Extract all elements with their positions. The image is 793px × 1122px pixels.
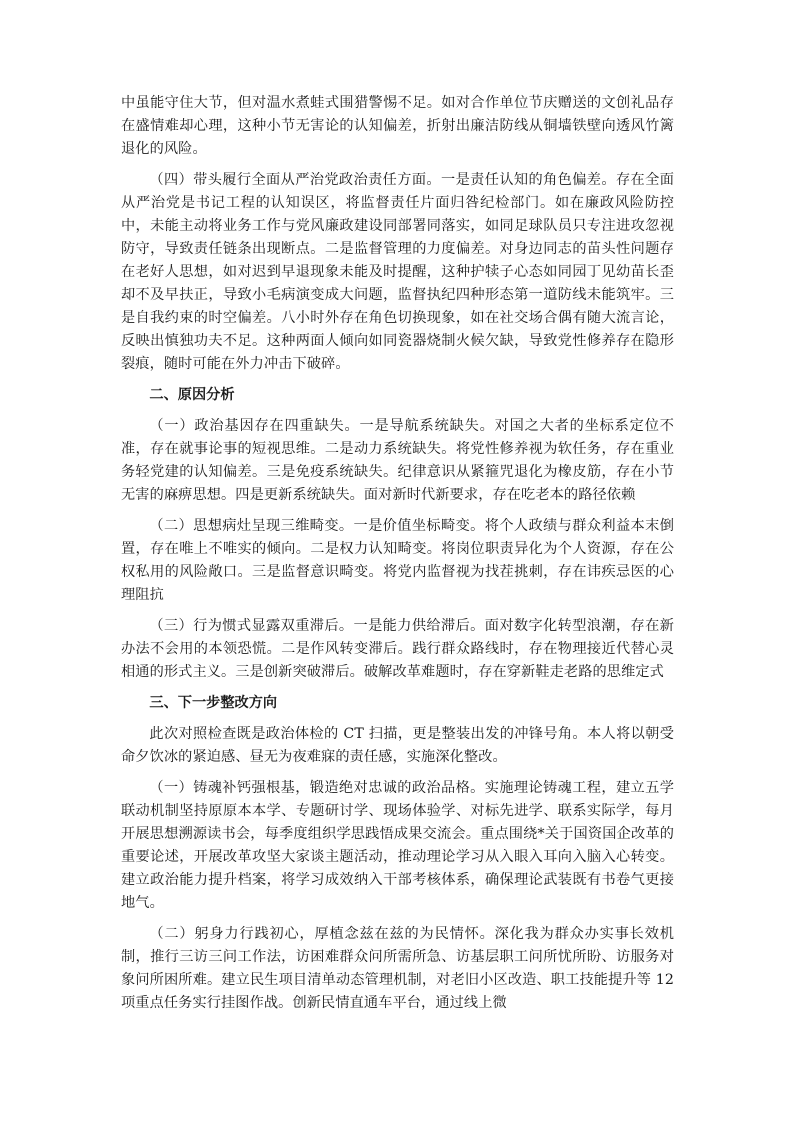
section-heading-next-steps: 三、下一步整改方向 — [149, 695, 278, 711]
paragraph-fix-people: （二）躬身力行践初心，厚植念兹在兹的为民情怀。深化我为群众办实事长效机制，推行三访三问工作法，访困难群众问所需所急、访基层职工问所忧所盼、访服务对象问所困所难。建立民生项目清单动态管理机制，对老旧小区改造、职工技能提升等 12 项重点任务实行挂图作战。创新民情直通车平台，通过线上微 — [121, 926, 674, 1011]
paragraph-continued: 中虽能守住大节，但对温水煮蛙式围猎警惕不足。如对合作单位节庆赠送的文创礼品存在盛情难却心理，这种小节无害论的认知偏差，折射出廉洁防线从铜墙铁壁向透风竹篱退化的风险。 — [121, 95, 674, 157]
paragraph-next-steps-intro: 此次对照检查既是政治体检的 CT 扫描，更是整装出发的冲锋号角。本人将以朝受命夕饮冰的紧迫感、昼无为夜难寐的责任感，实施深化整改。 — [121, 726, 674, 765]
document-page — [121, 92, 674, 1023]
section-heading-cause-analysis: 二、原因分析 — [149, 387, 235, 403]
paragraph-cause-political-gene: （一）政治基因存在四重缺失。一是导航系统缺失。对国之大者的坐标系定位不准，存在就事论事的短视思维。二是动力系统缺失。将党性修养视为软任务，存在重业务轻党建的认知偏差。三是免疫系统缺失。纪律意识从紧箍咒退化为橡皮筋，存在小节无害的麻痹思想。四是更新系统缺失。面对新时代新要求，存在吃老本的路径依赖 — [121, 418, 674, 503]
paragraph-fix-loyalty: （一）铸魂补钙强根基，锻造绝对忠诚的政治品格。实施理论铸魂工程，建立五学联动机制坚持原原本本学、专题研讨学、现场体验学、对标先进学、联系实际学，每月开展思想溯源读书会，每季度组织学思践悟成果交流会。重点围绕*关于国资国企改革的重要论述，开展改革攻坚大家谈主题活动，推动理论学习从入眼入耳向入脑入心转变。建立政治能力提升档案，将学习成效纳入干部考核体系，确保理论武装既有书卷气更接地气。 — [121, 780, 674, 911]
paragraph-cause-behavior: （三）行为惯式显露双重滞后。一是能力供给滞后。面对数字化转型浪潮，存在新办法不会用的本领恐慌。二是作风转变滞后。践行群众路线时，存在物理接近代替心灵相通的形式主义。三是创新突破滞后。破解改革难题时，存在穿新鞋走老路的思维定式 — [121, 618, 674, 680]
paragraph-cause-thought: （二）思想病灶呈现三维畸变。一是价值坐标畸变。将个人政绩与群众利益本末倒置，存在唯上不唯实的倾向。二是权力认知畸变。将岗位职责异化为个人资源，存在公权私用的风险敞口。三是监督意识畸变。将党内监督视为找茬挑刺，存在讳疾忌医的心理阻抗 — [121, 518, 674, 603]
paragraph-responsibility: （四）带头履行全面从严治党政治责任方面。一是责任认知的角色偏差。存在全面从严治党是书记工程的认知误区，将监督责任片面归咎纪检部门。如在廉政风险防控中，未能主动将业务工作与党风廉政建设同部署同落实，如同足球队员只专注进攻忽视防守，导致责任链条出现断点。二是监督管理的力度偏差。对身边同志的苗头性问题存在老好人思想，如对迟到早退现象未能及时提醒，这种护犊子心态如同园丁见幼苗长歪却不及早扶正，导致小毛病演变成大问题，监督执纪四种形态第一道防线未能筑牢。三是自我约束的时空偏差。八小时外存在角色切换现象，如在社交场合偶有随大流言论，反映出慎独功夫不足。这种两面人倾向如同瓷器烧制火候欠缺，导致党性修养存在隐形裂痕，随时可能在外力冲击下破碎。 — [121, 172, 674, 372]
